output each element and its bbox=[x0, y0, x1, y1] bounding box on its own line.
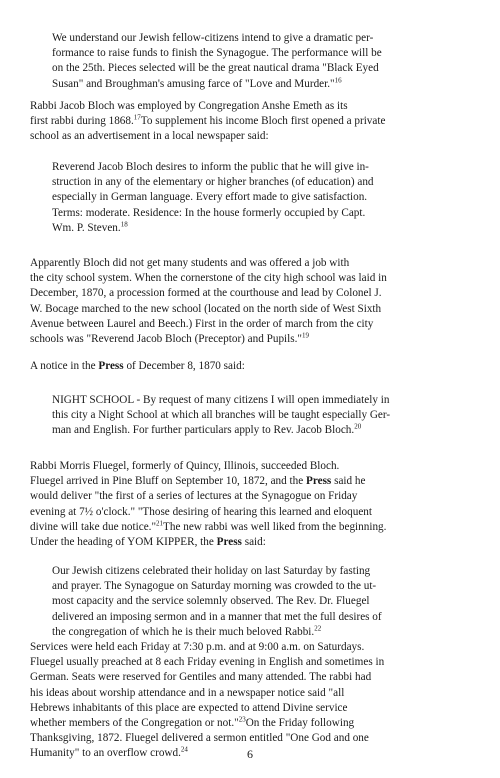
paragraph-text-continued: said: bbox=[241, 536, 266, 549]
footnote-marker: 17 bbox=[133, 113, 141, 122]
newspaper-name: Press bbox=[98, 360, 124, 372]
paragraph-text: Rabbi Morris Fluegel, formerly of Quincy, Illinois, succeeded Bloch. Fluegel arrived in Pine Bluff on September 10, 1872, and the bbox=[30, 460, 340, 488]
newspaper-name: Press bbox=[216, 536, 242, 549]
footnote-marker: 23 bbox=[238, 715, 246, 724]
quote-paragraph-8 bbox=[52, 564, 472, 640]
footnote-marker: 20 bbox=[354, 422, 362, 431]
quote-paragraph-3 bbox=[52, 160, 472, 236]
body-paragraph-7 bbox=[30, 459, 472, 550]
paragraph-text-continued: of December 8, 1870 said: bbox=[123, 360, 245, 372]
paragraph-text-continued: said he would deliver "the first of a series of lectures at the Synagogue on Friday evening at 7½ o'clock." "Those desiring of hearing this learned and eloquent divine will take due notice." bbox=[30, 475, 373, 533]
footnote-marker: 24 bbox=[180, 745, 188, 754]
body-paragraph-4 bbox=[30, 256, 472, 347]
paragraph-text: Our Jewish citizens celebrated their holiday on last Saturday by fasting and prayer. The Synagogue on Saturday morning was crowded to the ut- most capacity and the service solemnly observed. The Rev. Dr. Fluegel delivered an imposing sermon and in a manner that met the full desires of the congregation of which he is their much beloved Rabbi. bbox=[52, 565, 382, 638]
footnote-marker: 21 bbox=[156, 519, 164, 528]
page-number: 6 bbox=[247, 747, 253, 761]
body-paragraph-5 bbox=[30, 359, 472, 374]
paragraph-text: We understand our Jewish fellow-citizens intend to give a dramatic per- formance to raise funds to finish the Synagogue. The performance will be on the 25th. Pieces selected will be the great nautical drama "Black Eyed Susan" and Broughman's amusing farce of "Love and Murder." bbox=[52, 32, 382, 90]
paragraph-text-continued: On the Friday following Thanksgiving, 1872. Fluegel delivered a sermon entitled "One God and one Humanity" to an overflow crowd. bbox=[30, 717, 369, 760]
paragraph-text: Services were held each Friday at 7:30 p.m. and at 9:00 a.m. on Saturdays. Fluegel usually preached at 8 each Friday evening in English and sometimes in German. Seats were reserved for Gentiles and many attended. The rabbi had his ideas about worship attendance and in a newspaper notice said "all Hebrews inhabitants of this place are expected to attend Divine service whether members of the Congregation or not." bbox=[30, 641, 385, 730]
paragraph-text: NIGHT SCHOOL - By request of many citizens I will open immediately in this city a Night School at which all branches will be taught especially Ger- man and English. For further particulars apply to Rev. Jacob Bloch. bbox=[52, 394, 391, 437]
quote-paragraph-1 bbox=[52, 31, 472, 92]
footnote-marker: 16 bbox=[334, 75, 342, 84]
paragraph-text: A notice in the bbox=[30, 360, 99, 372]
paragraph-text: Rabbi Jacob Bloch was employed by Congregation Anshe Emeth as its first rabbi during 1868. bbox=[30, 100, 348, 128]
paragraph-text: Reverend Jacob Bloch desires to inform the public that he will give in- struction in any of the elementary or higher branches (of education) and especially in German language. Every effort made to give satisfaction. Terms: moderate. Residence: In the house formerly occupied by Capt. Wm. P. Steven. bbox=[52, 161, 374, 234]
newspaper-name: Press bbox=[306, 475, 332, 488]
footnote-marker: 22 bbox=[314, 624, 322, 633]
paragraph-text: Apparently Bloch did not get many students and was offered a job with the city school system. When the cornerstone of the city high school was laid in December, 1870, a procession formed at the courthouse and lead by Colonel J. W. Bocage marched to the new school (located on the north side of West Sixth Avenue between Laurel and Beech.) First in the order of march from the city schools was "Reverend Jacob Bloch (Preceptor) and Pupils." bbox=[30, 257, 387, 346]
quote-paragraph-6 bbox=[52, 393, 472, 439]
paragraph-text-continued: The new rabbi was well liked from the beginning. Under the heading of YOM KIPPER, the bbox=[30, 520, 387, 549]
footnote-marker: 19 bbox=[301, 331, 309, 340]
body-paragraph-9 bbox=[30, 640, 472, 762]
paragraph-text-continued: To supplement his income Bloch first opened a private school as an advertisement in a local newspaper said: bbox=[30, 115, 386, 143]
footnote-marker: 18 bbox=[120, 220, 128, 229]
body-paragraph-2 bbox=[30, 99, 472, 145]
